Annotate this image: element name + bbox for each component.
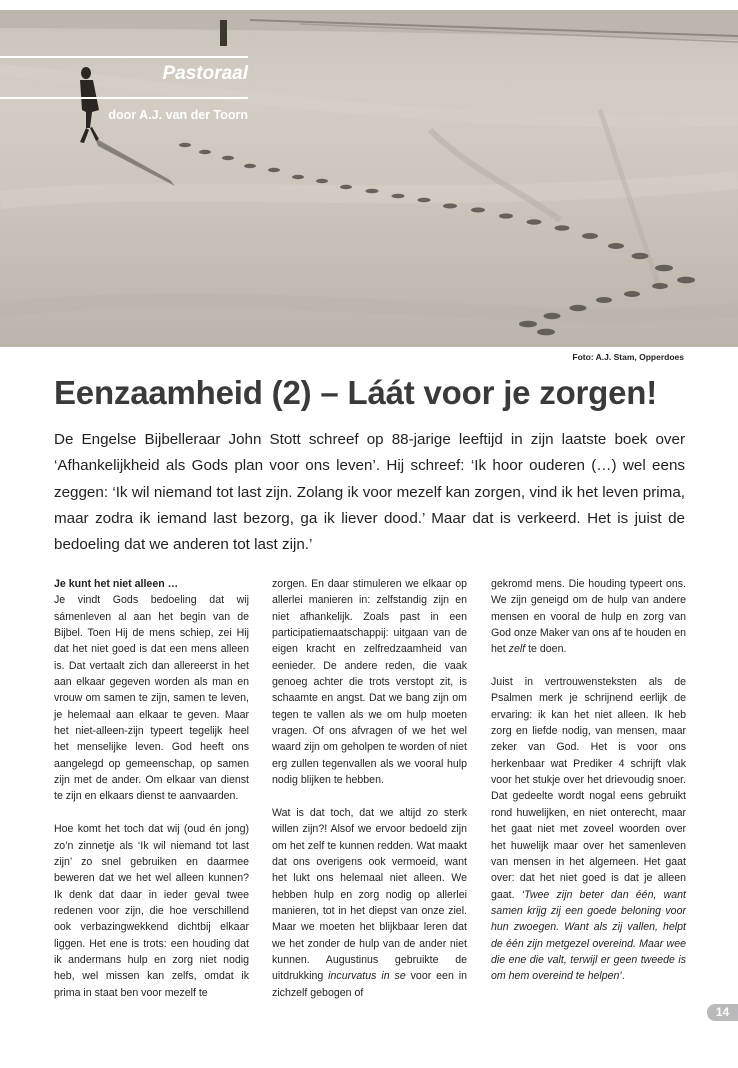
bible-quote: ‘Twee zijn beter dan één, want samen krijg zij een goede beloning voor hun zwoegen. Want als zij vallen, helpt de één zijn metgezel overeind. Maar wee die ene die valt, terwijl er geen tweede is om hem overeind te helpen’ — [491, 888, 686, 983]
paragraph-text: Wat is dat toch, dat we altijd zo sterk willen zijn?! Alsof we ervoor bedoeld zijn om het zelf te kunnen redden. Wat maakt dat ons overigens ook vermoeid, want het lukt ons helemaal niet alleen. We hebben hulp en zorg nodig op allerlei manieren, tot in het diepst van onze ziel. Maar we moeten het blijkbaar leren dat we het zonder de hulp van de ander niet kunnen. Augustinus gebruikte de uitdrukking — [272, 806, 467, 983]
paragraph — [491, 674, 686, 985]
emphasis: zelf — [508, 643, 526, 656]
text-column-1 — [54, 576, 249, 1001]
section-label: Pastoraal — [162, 63, 248, 84]
text-column-3 — [491, 576, 686, 985]
paragraph-text: te doen. — [525, 643, 567, 656]
paragraph-text: voor een in zichzelf gebogen of — [272, 970, 467, 999]
photo-credit: Foto: A.J. Stam, Opperdoes — [572, 352, 684, 362]
paragraph-text: gekromd mens. Die houding typeert ons. We zijn geneigd om de hulp van andere mensen en vooral de hulp en zorg van God onze Maker van ons af te houden en het — [491, 578, 686, 656]
paragraph — [491, 576, 686, 658]
article-title: Eenzaamheid (2) – Láát voor je zorgen! — [54, 374, 658, 411]
page-number-badge: 14 — [707, 1004, 738, 1021]
latin-phrase: incurvatus in se — [328, 970, 406, 983]
paragraph: Hoe komt het toch dat wij (oud én jong) zo’n zinnetje als ‘Ik wil niemand tot last zijn’ zo snel gebruiken en daarmee beweren dat we het wel alleen kunnen? Ik denk dat daar in ieder geval twee redenen voor zijn, die hoe verschillend ook verbazingwekkend dichtbij elkaar liggen. Het ene is trots: een houding dat ik andermans hulp en zorg niet nodig heb, wel missen kan zelfs, omdat ik prima in staat ben voor mezelf te — [54, 823, 249, 999]
paragraph — [272, 805, 467, 1001]
paragraph-text: . — [621, 970, 625, 983]
hero-photo — [0, 10, 738, 347]
header-rule-top — [0, 56, 248, 58]
paragraph: Je vindt Gods bedoeling dat wij sámenleven al aan het begin van de Bijbel. Toen Hij de mens schiep, zei Hij dat het niet goed is dat een mens alleen is. Dat vertaalt zich dan allereerst in het aan elkaar gegeven worden als man en vrouw om samen te zijn, samen te leven, je helemaal aan elkaar te geven. Maar het niet-alleen-zijn typeert tegelijk heel het menselijke leven. God heeft ons aangelegd op gemeenschap, op samen zijn met de ander. Om elkaar van dienst te zijn en elkaars dienst te aanvaarden. — [54, 594, 249, 803]
article-lead: De Engelse Bijbelleraar John Stott schreef op 88-jarige leeftijd in zijn laatste boek over ‘Afhankelijkheid als Gods plan voor ons leven’. Hij schreef: ‘Ik hoor ouderen (…) wel eens zeggen: ‘Ik wil niemand tot last zijn. Zolang ik voor mezelf kan zorgen, vind ik het leven prima, maar zodra ik iemand last bezorg, ga ik liever dood.’ Maar dat is verkeerd. Het is juist de bedoeling dat we anderen tot last zijn.’ — [54, 431, 685, 554]
header-rule-bottom — [0, 97, 248, 99]
paragraph: zorgen. En daar stimuleren we elkaar op allerlei manieren in: zelfstandig zijn en niet afhankelijk. Zoals past in een participatiemaatschappij: uitgaan van de eigen kracht en zelfredzaamheid van eenieder. De andere reden, die vaak genoeg achter die trots verstopt zit, is schaamte en angst. Dat we bang zijn om tegen te vallen als we om hulp moeten vragen. Of ons afvragen of we het wel waard zijn om geholpen te worden of niet erg zullen tegenvallen als we vooral hulp nodig blijken te hebben. — [272, 578, 467, 787]
beach-footprints-illustration — [0, 10, 738, 347]
text-column-2 — [272, 576, 467, 1001]
subheading: Je kunt het niet alleen … — [54, 578, 179, 590]
paragraph-text: Juist in vertrouwensteksten als de Psalmen merk je schrijnend eerlijk de ervaring: ik kan het niet alleen. Ik heb zorg en liefde nodig, van mensen, maar zeker van God. Het is voor ons herkenbaar wat Prediker 4 schrijft vlak voor het stukje over het drievoudig snoer. Dat gedeelte wordt nogal eens gebruikt rond huwelijken, en niet onterecht, maar het gaat niet met zoveel woorden over het huwelijk maar over het samenleven van mensen in het algemeen. Het gaat over: dat het niet goed is dat je alleen gaat. — [491, 676, 686, 901]
author-byline: door A.J. van der Toorn — [108, 108, 248, 122]
